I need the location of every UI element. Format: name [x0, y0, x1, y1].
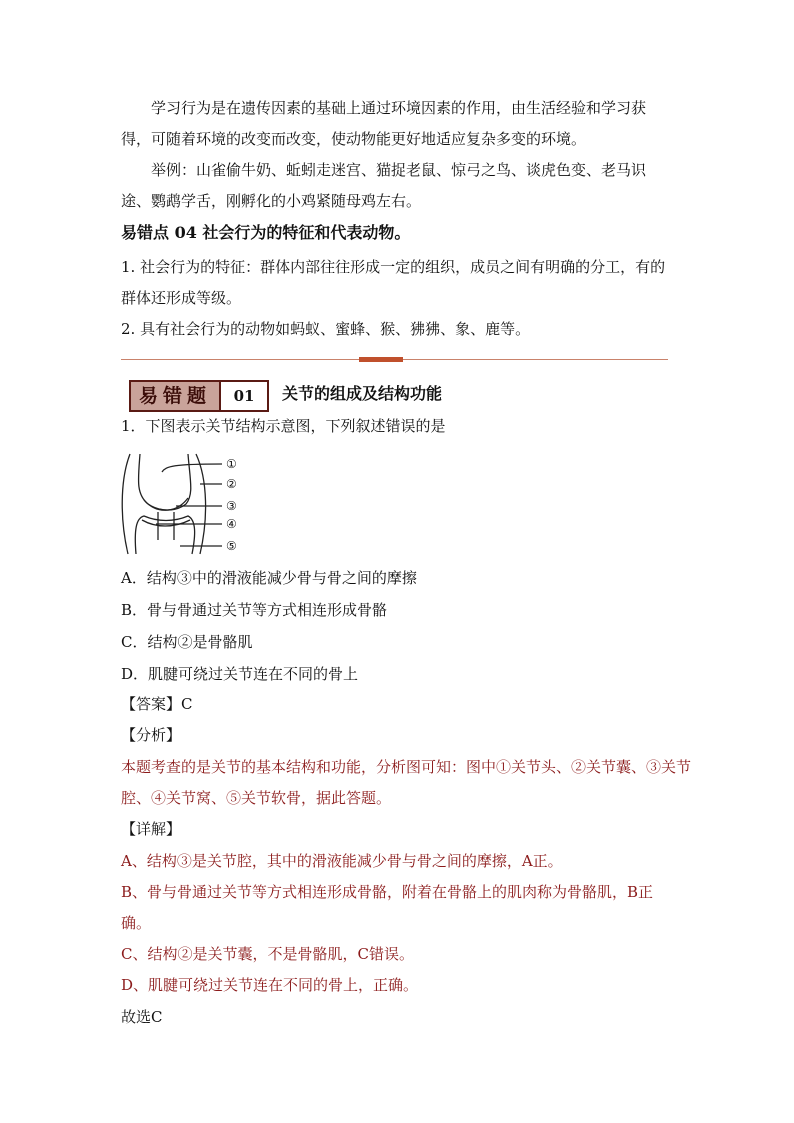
detail-b: B、骨与骨通过关节等方式相连形成骨骼，附着在骨骼上的肌肉称为骨骼肌，B正确。: [121, 883, 654, 932]
detail-c: C、结构②是关节囊，不是骨骼肌，C错误。: [121, 945, 414, 963]
joint-diagram: [118, 450, 248, 560]
option-d: D．肌腱可绕过关节连在不同的骨上: [121, 665, 359, 683]
social-behavior-feature: 1. 社会行为的特征：群体内部往往形成一定的组织，成员之间有明确的分工，有的群体还形成等级。: [121, 258, 666, 307]
intro-paragraph-2: 举例：山雀偷牛奶、蚯蚓走迷宫、猫捉老鼠、惊弓之鸟、谈虎色变、老马识途、鹦鹉学舌，刚孵化的小鸡紧随母鸡左右。: [121, 161, 647, 210]
figure-label-5: ⑤: [226, 539, 237, 553]
question-banner: [129, 380, 269, 412]
intro-paragraph-1: 学习行为是在遗传因素的基础上通过环境因素的作用，由生活经验和学习获得，可随着环境的改变而改变，使动物能更好地适应复杂多变的环境。: [121, 99, 647, 148]
section-divider-accent: [359, 357, 403, 362]
detail-a: A、结构③是关节腔，其中的滑液能减少骨与骨之间的摩擦，A正。: [121, 852, 563, 870]
banner-title: 关节的组成及结构功能: [282, 384, 443, 403]
option-b: B．骨与骨通过关节等方式相连形成骨骼: [121, 601, 388, 619]
head-cartilage: [144, 498, 188, 510]
capsule-right-outer: [196, 454, 206, 554]
figure-label-1: ①: [226, 457, 237, 471]
option-c: C．结构②是骨骼肌: [121, 633, 253, 651]
figure-label-3: ③: [226, 499, 237, 513]
leader-line-1: [162, 464, 222, 472]
banner-label: 易错题: [129, 380, 221, 412]
figure-label-2: ②: [226, 477, 237, 491]
answer-label: 【答案】C: [121, 695, 193, 713]
analysis-label: 【分析】: [121, 726, 182, 744]
option-a: A．结构③中的滑液能减少骨与骨之间的摩擦: [121, 569, 417, 587]
figure-label-4: ④: [226, 517, 237, 531]
detail-label: 【详解】: [121, 820, 182, 838]
banner-number: 01: [221, 380, 269, 412]
question-stem: 1．下图表示关节结构示意图，下列叙述错误的是: [121, 417, 446, 435]
analysis-text: 本题考查的是关节的基本结构和功能，分析图可知：图中①关节头、②关节囊、③关节腔、④关节窝、⑤关节软骨，据此答题。: [121, 758, 692, 807]
conclusion: 故选C: [121, 1008, 163, 1026]
section-heading: 易错点 04 社会行为的特征和代表动物。: [121, 223, 411, 242]
detail-d: D、肌腱可绕过关节连在不同的骨上，正确。: [121, 976, 419, 994]
social-behavior-animals: 2. 具有社会行为的动物如蚂蚁、蜜蜂、猴、狒狒、象、鹿等。: [121, 320, 531, 338]
capsule-left-outer: [122, 454, 130, 554]
